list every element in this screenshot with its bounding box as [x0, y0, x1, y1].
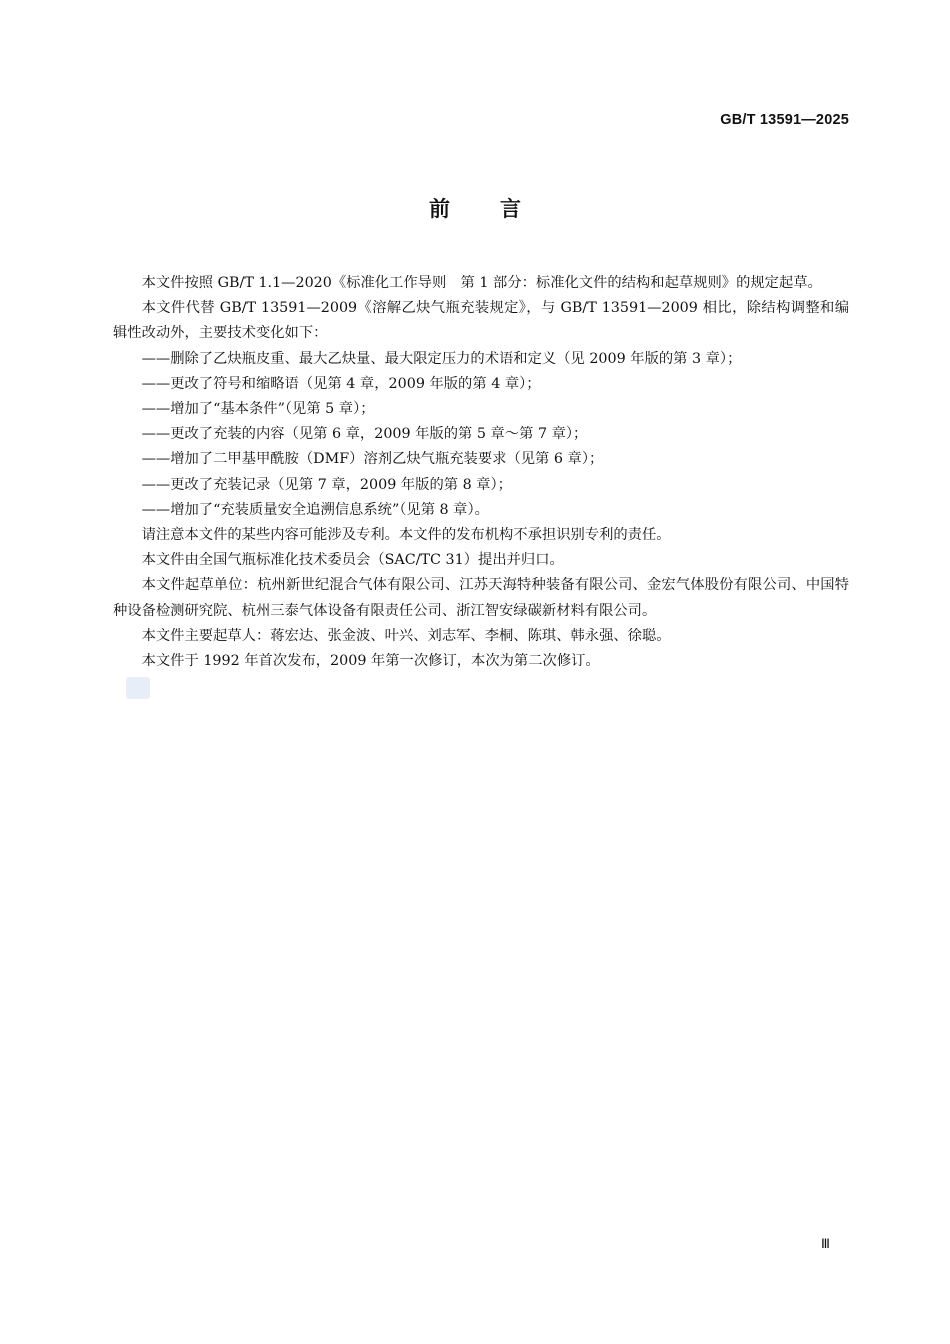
- watermark-stamp: [126, 677, 150, 699]
- standard-code: GB/T 13591—2025: [720, 112, 849, 128]
- paragraph: 本文件代替 GB/T 13591—2009《溶解乙炔气瓶充装规定》，与 GB/T 13591—2009 相比，除结构调整和编辑性改动外，主要技术变化如下：: [113, 300, 849, 342]
- foreword-body: [113, 271, 849, 674]
- change-item: ——增加了二甲基甲酰胺（DMF）溶剂乙炔气瓶充装要求（见第 6 章）；: [141, 451, 604, 468]
- paragraph: 请注意本文件的某些内容可能涉及专利。本文件的发布机构不承担识别专利的责任。: [141, 527, 671, 544]
- change-item: ——更改了充装的内容（见第 6 章，2009 年版的第 5 章～第 7 章）；: [141, 426, 588, 443]
- page-number: Ⅲ: [821, 1236, 830, 1251]
- paragraph: 本文件主要起草人：蒋宏达、张金波、叶兴、刘志军、李桐、陈琪、韩永强、徐聪。: [141, 627, 671, 644]
- paragraph: 本文件起草单位：杭州新世纪混合气体有限公司、江苏天海特种装备有限公司、金宏气体股份有限公司、中国特种设备检测研究院、杭州三泰气体设备有限责任公司、浙江智安绿碳新材料有限公司。: [113, 577, 849, 619]
- change-item: ——增加了“基本条件”（见第 5 章）；: [141, 401, 375, 418]
- paragraph: 本文件按照 GB/T 1.1—2020《标准化工作导则 第 1 部分：标准化文件的结构和起草规则》的规定起草。: [141, 275, 822, 291]
- change-item: ——更改了符号和缩略语（见第 4 章，2009 年版的第 4 章）；: [141, 375, 541, 392]
- page-title: 前言: [429, 197, 571, 221]
- change-item: ——增加了“充装质量安全追溯信息系统”（见第 8 章）。: [141, 501, 489, 518]
- paragraph: 本文件由全国气瓶标准化技术委员会（SAC/TC 31）提出并归口。: [141, 552, 564, 569]
- change-item: ——删除了乙炔瓶皮重、最大乙炔量、最大限定压力的术语和定义（见 2009 年版的第 3 章）；: [141, 350, 742, 367]
- change-item: ——更改了充装记录（见第 7 章，2009 年版的第 8 章）；: [141, 476, 512, 493]
- paragraph: 本文件于 1992 年首次发布，2009 年第一次修订，本次为第二次修订。: [141, 653, 600, 670]
